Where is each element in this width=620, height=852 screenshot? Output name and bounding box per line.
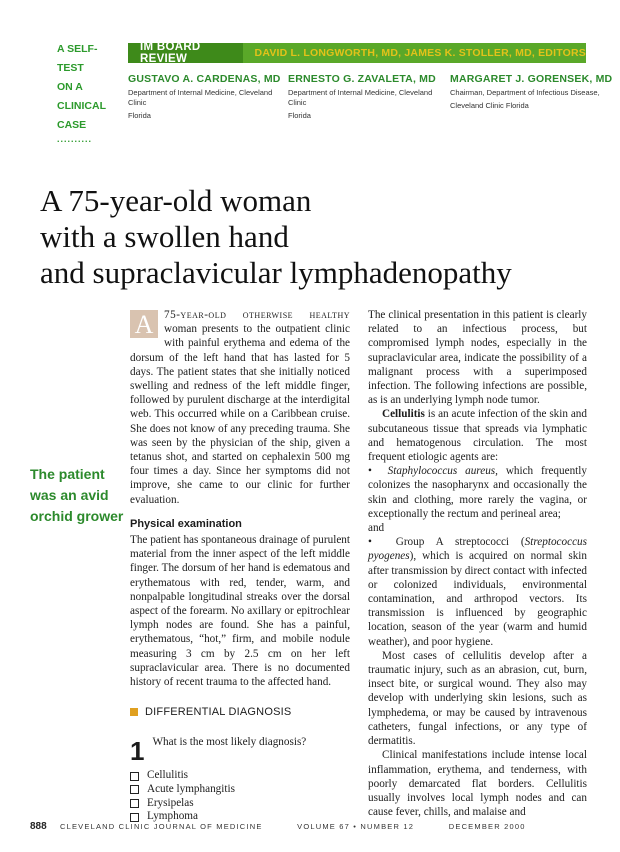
paragraph-text: is an acute infection of the skin and subcutaneous tissue that spreads via lymphatic and hematogenous circulation. The most frequent etiologic agents are:: [368, 408, 587, 464]
bullet-item: • Staphylococcus aureus, which frequently colonizes the nasopharynx and occasionally the skin and clothing, more rarely the vagina, or exceptionally the rectum and perineal area;: [368, 465, 587, 520]
answer-option: [130, 769, 350, 783]
checkbox-icon: [130, 785, 139, 794]
dotted-rule: ..........: [57, 134, 93, 144]
self-test-line: ON A: [57, 81, 83, 93]
author-affiliation: Chairman, Department of Infectious Disease,: [450, 88, 600, 97]
page-number: 888: [30, 821, 47, 832]
author-name: MARGARET J. GORENSEK, MD: [450, 73, 613, 85]
answer-option: [130, 783, 350, 797]
paragraph-text: Clinical manifestations include intense local inflammation, erythema, and tenderness, with poorly demarcated flat borders. Cellulitis usually involves local lymph nodes and can cause fever, chills, and malaise and: [368, 749, 587, 819]
journal-name: CLEVELAND CLINIC JOURNAL OF MEDICINE: [59, 822, 263, 831]
article-title: [40, 183, 600, 291]
column-right: [368, 308, 587, 819]
square-bullet-icon: [130, 708, 138, 716]
term-cellulitis: Cellulitis: [382, 408, 425, 421]
answer-options: [130, 769, 350, 823]
option-label: Erysipelas: [147, 796, 194, 809]
author-affiliation: Florida: [288, 111, 311, 120]
section-heading: [130, 705, 350, 719]
question-text: What is the most likely diagnosis?: [152, 736, 307, 749]
paragraph-text: Group A streptococci (: [395, 536, 525, 549]
checkbox-icon: [130, 799, 139, 808]
author-affiliation: Department of Internal Medicine, Cleveland Clinic: [288, 88, 433, 107]
pull-quote: The patient was an avid orchid grower: [30, 466, 124, 524]
subheading-physical-exam: Physical examination: [130, 517, 242, 530]
title-line: A 75-year-old woman: [40, 183, 312, 218]
self-test-label: [57, 40, 123, 143]
page-footer: [30, 821, 590, 832]
author-block: [128, 73, 281, 121]
self-test-line: A SELF-TEST: [57, 43, 98, 74]
paragraph-text: The patient has spontaneous drainage of purulent material from the inner aspect of the left middle finger. The dorsum of her hand is edematous and erythematous with red, tender, warm, and nonpalpable longitudinal streaks over the dorsal aspect of the forearm. No axillary or epitrochlear lymph nodes are found. She has a painful, erythematous, “hot,” firm, and mobile nodule measuring 3 cm by 2.5 cm on her left supraclavicular area. There is no documented history of recent trauma to the affected hand.: [130, 534, 350, 689]
checkbox-icon: [130, 772, 139, 781]
author-affiliation: Department of Internal Medicine, Cleveland Clinic: [128, 88, 273, 107]
volume-number: VOLUME 67 • NUMBER 12: [297, 822, 415, 831]
question-block: [130, 731, 350, 765]
paragraph-text: ), which is acquired on normal skin after transmission by direct contact with infected or colonized individuals, environmental contamination, and arthropod vectors. Its transmission is influenced by geographic location, season of the year (warm and humid weather), and poor hygiene.: [368, 550, 587, 648]
paragraph-text: woman presents to the outpatient clinic with painful erythema and edema of the dorsum of the left hand that has lasted for 5 days. The patient states that she initially noticed swelling and redness of the left middle finger, followed by purulent discharge at the interdigital web. This occurred while on a Caribbean cruise. She does not know of any preceding trauma. She was seen by the physician of the ship, given a tetanus shot, and started on cephalexin 500 mg four times a day. Since her symptoms did not improve, she came to our clinic for further evaluation.: [130, 323, 350, 506]
question-number: 1: [130, 736, 145, 767]
option-label: Acute lymphangitis: [147, 783, 235, 796]
cellulitis-paragraph: [368, 407, 587, 464]
author-name: ERNESTO G. ZAVALETA, MD: [288, 73, 436, 85]
lead-in-caps: 75-year-old otherwise healthy: [164, 309, 350, 321]
option-label: Lymphoma: [147, 810, 198, 823]
author-block: [450, 73, 613, 111]
drop-cap: A: [130, 310, 158, 338]
organism-name: Streptococcus pyogenes: [368, 536, 587, 563]
author-affiliation: Cleveland Clinic Florida: [450, 101, 529, 110]
paragraph-text: The clinical presentation in this patient is clearly related to an infectious process, but compromised lymph nodes, especially in the supraclavicular area, indicate the possibility of a malignant process with a superimposed infection. The following infections are possible, as is an underlying lymph node tumor.: [368, 309, 587, 407]
title-line: and supraclavicular lymphadenopathy: [40, 255, 512, 290]
bullet-item: • Group A streptococci (Streptococcus pyogenes), which is acquired on normal skin after transmission by direct contact with infected or colonized individuals, environmental contamination, and arthropod vectors. Its transmission is influenced by geographic location, season of the year (warm and humid weather), and poor hygiene.: [368, 536, 587, 648]
self-test-line: CASE: [57, 119, 87, 131]
intro-paragraph: [130, 308, 350, 507]
author-name: GUSTAVO A. CARDENAS, MD: [128, 73, 281, 85]
editors-line: DAVID L. LONGWORTH, MD, JAMES K. STOLLER, MD, EDITORS: [254, 47, 586, 59]
title-line: with a swollen hand: [40, 219, 289, 254]
issue-date: DECEMBER 2000: [448, 822, 526, 831]
paragraph-text: which frequently colonizes the nasopharynx and occasionally the skin and clothing, more rarely the vagina, or exceptionally the rectum and perineal area;: [368, 465, 587, 520]
answer-option: [130, 797, 350, 811]
board-review-label: IM BOARD REVIEW: [128, 43, 243, 63]
column-left: [130, 308, 350, 824]
author-block: [288, 73, 443, 121]
section-heading-text: DIFFERENTIAL DIAGNOSIS: [145, 706, 292, 719]
conjunction: and: [368, 522, 385, 535]
self-test-line: CLINICAL: [57, 100, 106, 112]
board-review-banner: [128, 43, 586, 63]
author-affiliation: Florida: [128, 111, 151, 120]
option-label: Cellulitis: [147, 769, 189, 782]
paragraph-text: Most cases of cellulitis develop after a traumatic injury, such as an abrasion, cut, burn, insect bite, or surgical wound. They also may develop with underlying skin lesions, such as lymphedema, or may be caused by intravenous catheters, fungal infections, or any type of dermatitis.: [368, 649, 587, 748]
organism-name: Staphylococcus aureus,: [387, 465, 498, 478]
